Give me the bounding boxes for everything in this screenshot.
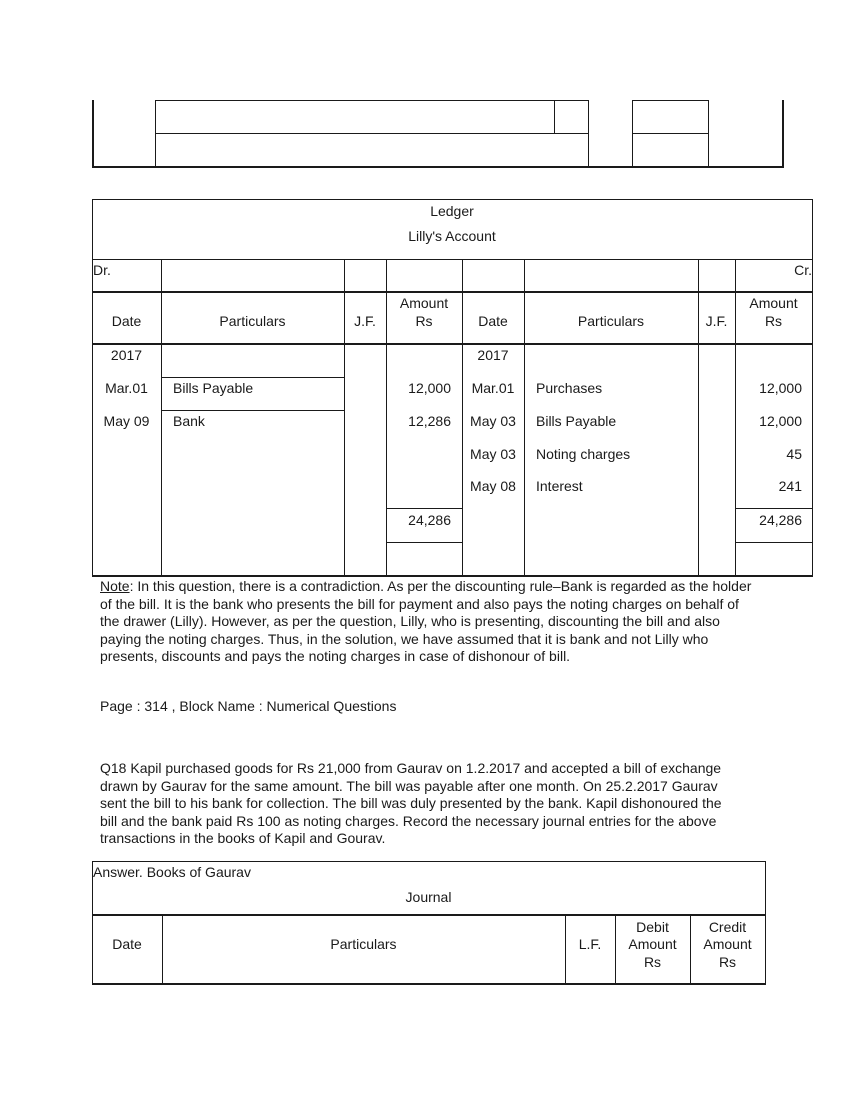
journal-header-credit-amount: Amount: [703, 936, 752, 952]
debit-amount: 12,000: [408, 380, 451, 396]
credit-date: May 03: [470, 446, 516, 462]
question-text: Q18 Kapil purchased goods for Rs 21,000 from Gaurav on 1.2.2017 and accepted a bill of exchange drawn by Gaurav for the same amount. The bill was payable after one month. On 25.2.2017 Gaurav sent the bill to his bank for collection. The bill was duly presented by the bank. Kapil dishonoured the bill and the bank paid Rs 100 as noting charges. Record the necessary journal entries for the above transactions in the books of Kapil and Gourav.: [100, 760, 722, 846]
journal-header-credit: Credit: [708, 919, 747, 935]
note-text: : In this question, there is a contradiction. As per the discounting rule–Bank is regarded as the holder of the bill. It is the bank who presents the bill for payment and also pays the noting charges on behalf of the drawer (Lilly). However, as per the question, Lilly, who is presenting, discounting the bill and also paying the noting charges. Thus, in the solution, we have assumed that it is bank and not Lilly who presents, discounts and pays the noting charges in case of dishonour of bill.: [100, 578, 752, 664]
dr-label: Dr.: [93, 262, 111, 278]
journal-header-particulars: Particulars: [330, 936, 397, 952]
journal-header-credit-unit: Rs: [718, 954, 737, 970]
header-particulars: Particulars: [577, 313, 645, 329]
journal-title: Journal: [405, 889, 452, 905]
credit-particulars: Purchases: [536, 380, 603, 396]
debit-amount: 12,286: [408, 413, 451, 429]
header-amount-unit: Rs: [764, 313, 783, 329]
debit-particulars: Bills Payable: [173, 380, 254, 396]
journal-header-debit: Debit: [636, 919, 669, 935]
credit-particulars: Interest: [536, 478, 583, 494]
header-amount: Amount: [749, 295, 798, 311]
header-date: Date: [478, 313, 508, 329]
debit-year: 2017: [110, 347, 143, 363]
credit-amount: 241: [778, 478, 802, 494]
note-label: Note: [100, 578, 130, 594]
credit-date: May 08: [470, 478, 516, 494]
journal-header-lf: L.F.: [578, 936, 602, 952]
header-particulars: Particulars: [219, 313, 286, 329]
credit-total: 24,286: [759, 512, 802, 528]
header-amount-unit: Rs: [415, 313, 433, 329]
credit-date: May 03: [470, 413, 516, 429]
header-jf: J.F.: [354, 313, 376, 329]
debit-particulars: Bank: [173, 413, 205, 429]
header-amount: Amount: [399, 295, 449, 311]
credit-amount: 12,000: [759, 413, 802, 429]
account-title: Lilly's Account: [408, 228, 496, 244]
credit-amount: 45: [786, 446, 802, 462]
credit-particulars: Bills Payable: [536, 413, 617, 429]
debit-total: 24,286: [408, 512, 451, 528]
credit-amount: 12,000: [759, 380, 802, 396]
ledger-title: Ledger: [430, 203, 474, 219]
credit-date: Mar.01: [471, 380, 515, 396]
page-info: Page : 314 , Block Name : Numerical Questions: [100, 698, 397, 714]
credit-year: 2017: [477, 347, 509, 363]
journal-header-debit-amount: Amount: [628, 936, 677, 952]
header-jf: J.F.: [705, 313, 728, 329]
journal-header-debit-unit: Rs: [643, 954, 662, 970]
answer-label: Answer. Books of Gaurav: [93, 864, 251, 880]
note-paragraph: [100, 578, 760, 666]
debit-date: May 09: [103, 413, 150, 429]
journal-header-date: Date: [112, 936, 142, 952]
cr-label: Cr.: [794, 262, 812, 278]
credit-particulars: Noting charges: [536, 446, 631, 462]
debit-date: Mar.01: [105, 380, 148, 396]
header-date: Date: [111, 313, 142, 329]
